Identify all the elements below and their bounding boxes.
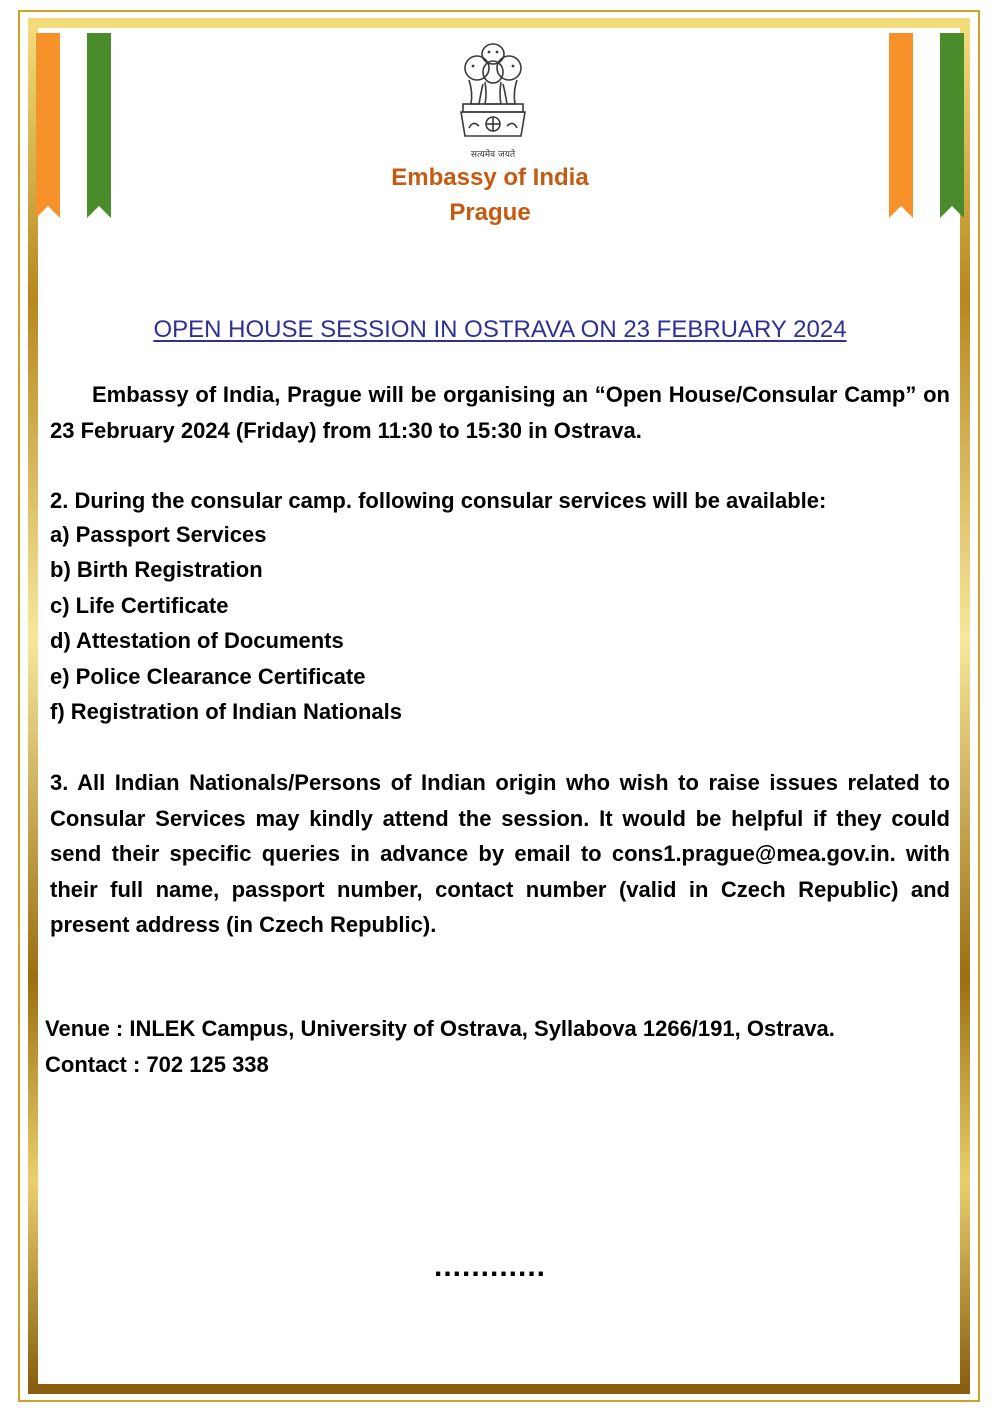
emblem-motto: सत्यमेव जयते [470, 150, 516, 160]
notice-title: OPEN HOUSE SESSION IN OSTRAVA ON 23 FEBRUARY 2024 [153, 316, 847, 343]
closing-dots: ............ [433, 1250, 547, 1283]
contact-line: Contact : 702 125 338 [45, 1052, 269, 1077]
service-item: b) Birth Registration [50, 557, 263, 582]
embassy-name: Embassy of India [391, 164, 589, 191]
paragraph-2-intro: 2. During the consular camp. following consular services will be available: [50, 488, 827, 513]
saffron-stripe-left [36, 33, 60, 218]
saffron-stripe-right [889, 33, 913, 218]
service-item: c) Life Certificate [50, 593, 229, 618]
service-item: d) Attestation of Documents [50, 628, 344, 653]
paragraph-3: 3. All Indian Nationals/Persons of Indian origin who wish to raise issues related to Consular Services may kindly attend the session. It would be helpful if they could send their specific queries in advance by email to cons1.prague@mea.gov.in. with their full name, passport number, contact number (valid in Czech Republic) and present address (in Czech Republic). [50, 770, 950, 937]
venue-line: Venue : INLEK Campus, University of Ostrava, Syllabova 1266/191, Ostrava. [45, 1016, 835, 1041]
paragraph-1: Embassy of India, Prague will be organising an “Open House/Consular Camp” on 23 February 2024 (Friday) from 11:30 to 15:30 in Ostrava. [50, 382, 950, 443]
green-stripe-left [87, 33, 111, 218]
service-item: e) Police Clearance Certificate [50, 664, 366, 689]
service-item: a) Passport Services [50, 522, 267, 547]
embassy-city: Prague [449, 199, 531, 226]
service-item: f) Registration of Indian Nationals [50, 699, 403, 724]
green-stripe-right [940, 33, 964, 218]
